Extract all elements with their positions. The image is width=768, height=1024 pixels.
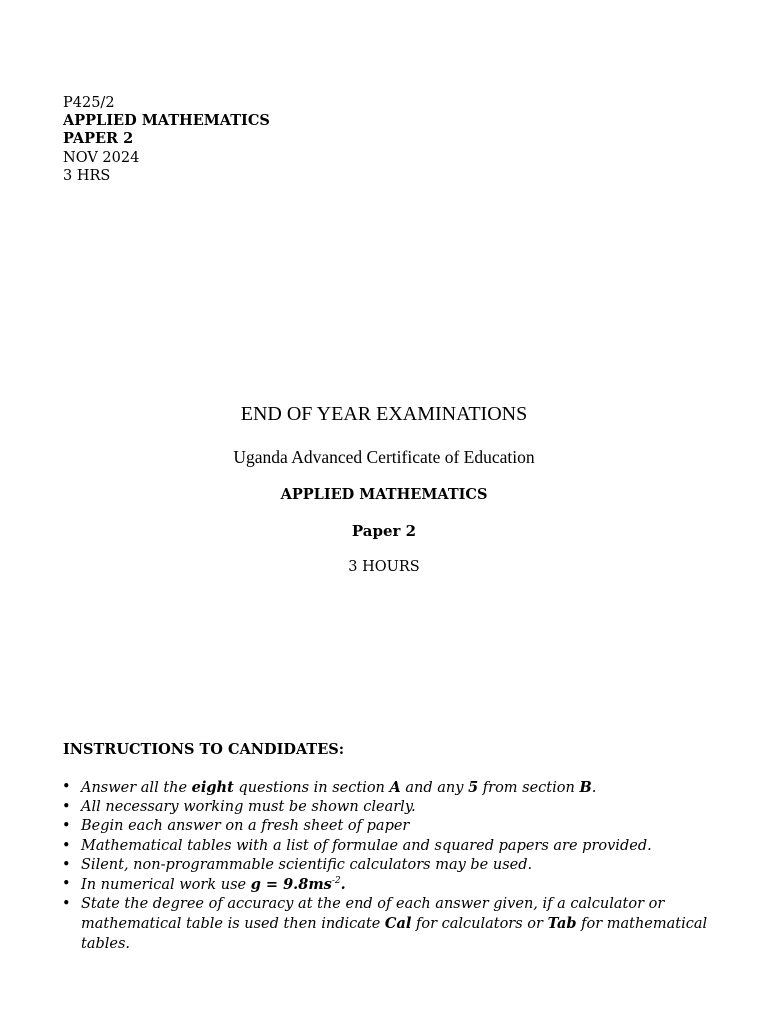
header-subject: APPLIED MATHEMATICS — [63, 112, 270, 130]
instruction-text: . — [591, 780, 597, 796]
instruction-item — [62, 798, 712, 817]
time-title: 3 HOURS — [348, 559, 420, 575]
instruction-text: and any — [400, 780, 469, 796]
instruction-emphasis: . — [340, 876, 346, 894]
instruction-text: Silent, non-programmable scientific calculators may be used. — [81, 856, 533, 873]
instruction-text: from section — [478, 780, 580, 796]
instruction-text: for calculators or — [411, 916, 548, 933]
instruction-text: for mathematical tables. — [81, 916, 708, 952]
instruction-emphasis: B — [579, 779, 592, 796]
instruction-item — [62, 856, 712, 875]
instructions-heading: INSTRUCTIONS TO CANDIDATES: — [63, 741, 345, 758]
instruction-emphasis: 5 — [468, 779, 479, 796]
instruction-text: All necessary working must be shown clearly. — [81, 799, 416, 816]
header-date: NOV 2024 — [63, 149, 140, 166]
instruction-emphasis: A — [389, 779, 401, 796]
instruction-item — [62, 817, 712, 836]
superscript: -2 — [331, 876, 341, 887]
instruction-text: In numerical work use — [81, 877, 251, 894]
instruction-emphasis: Tab — [547, 915, 577, 933]
instruction-item — [62, 778, 712, 798]
paper-code: P425/2 — [63, 95, 115, 111]
instruction-item — [62, 837, 712, 856]
instruction-emphasis: Cal — [384, 915, 412, 933]
instruction-text: Mathematical tables with a list of formulae and squared papers are provided. — [81, 837, 652, 854]
instruction-emphasis: eight — [191, 779, 234, 796]
instruction-text: State the degree of accuracy at the end of each answer given, if a calculator or mathematical table is used then indicate — [81, 896, 665, 933]
header-block — [63, 94, 270, 185]
instruction-text: Begin each answer on a fresh sheet of paper — [81, 818, 410, 835]
instruction-item — [62, 875, 712, 895]
subject-title: APPLIED MATHEMATICS — [280, 486, 488, 503]
certificate-title: Uganda Advanced Certificate of Education — [233, 447, 535, 467]
instruction-emphasis: g = 9.8ms — [250, 876, 332, 894]
instruction-text: questions in section — [233, 780, 390, 796]
instruction-item — [62, 895, 712, 954]
instructions-list — [62, 778, 712, 954]
paper-title: Paper 2 — [351, 522, 417, 540]
instruction-text: Answer all the — [81, 780, 192, 796]
header-paper: PAPER 2 — [63, 130, 134, 148]
header-duration: 3 HRS — [63, 167, 111, 184]
exam-title: END OF YEAR EXAMINATIONS — [240, 403, 528, 425]
